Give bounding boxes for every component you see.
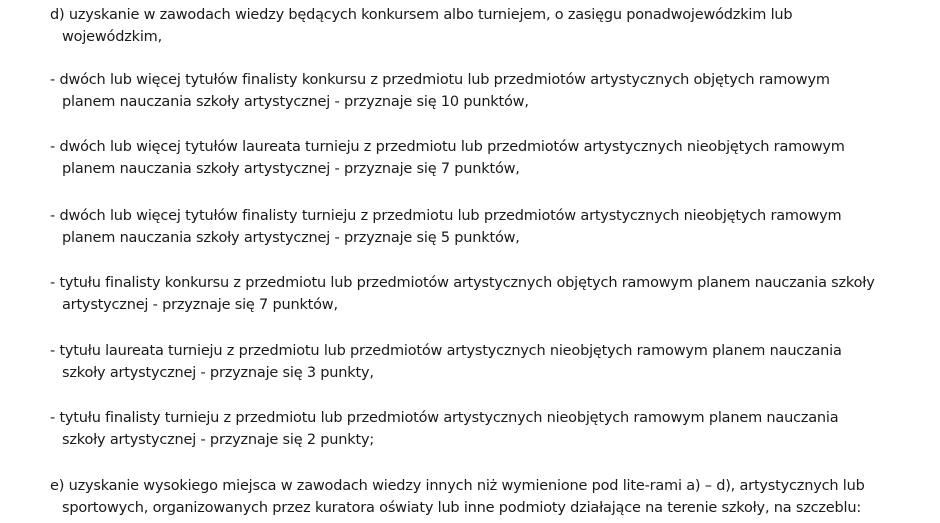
- paragraph-line: artystycznej - przyznaje się 7 punktów,: [62, 297, 338, 313]
- paragraph-line: e) uzyskanie wysokiego miejsca w zawodach wiedzy innych niż wymienione pod lite-rami a) – d), artystycznych lub: [50, 478, 865, 494]
- paragraph-line: planem nauczania szkoły artystycznej - przyznaje się 10 punktów,: [62, 94, 529, 110]
- paragraph-line: szkoły artystycznej - przyznaje się 2 punkty;: [62, 432, 375, 448]
- paragraph-line: planem nauczania szkoły artystycznej - przyznaje się 7 punktów,: [62, 161, 520, 177]
- paragraph-line: - tytułu laureata turnieju z przedmiotu lub przedmiotów artystycznych nieobjętych ramowym planem nauczania: [50, 343, 842, 359]
- paragraph-line: - dwóch lub więcej tytułów laureata turnieju z przedmiotu lub przedmiotów artystycznych nieobjętych ramowym: [50, 139, 845, 155]
- paragraph-e-intro: [50, 475, 890, 519]
- list-item-laureate-tournament-multiple: [50, 136, 890, 180]
- paragraph-line: planem nauczania szkoły artystycznej - przyznaje się 5 punktów,: [62, 230, 520, 246]
- paragraph-d-intro: [50, 4, 890, 48]
- paragraph-line: - dwóch lub więcej tytułów finalisty turnieju z przedmiotu lub przedmiotów artystycznych nieobjętych ramowym: [50, 208, 842, 224]
- paragraph-line: - tytułu finalisty turnieju z przedmiotu lub przedmiotów artystycznych nieobjętych ramowym planem nauczania: [50, 410, 839, 426]
- list-item-laureate-tournament-single: [50, 340, 890, 384]
- paragraph-line: d) uzyskanie w zawodach wiedzy będących konkursem albo turniejem, o zasięgu ponadwojewódzkim lub: [50, 7, 793, 23]
- paragraph-line: szkoły artystycznej - przyznaje się 3 punkty,: [62, 365, 374, 381]
- list-item-finalist-contest-single: [50, 272, 890, 316]
- paragraph-line: wojewódzkim,: [62, 29, 162, 45]
- list-item-finalist-tournament-multiple: [50, 205, 890, 249]
- list-item-finalist-contest-multiple: [50, 69, 890, 113]
- paragraph-line: - tytułu finalisty konkursu z przedmiotu lub przedmiotów artystycznych objętych ramowym planem nauczania szkoły: [50, 275, 875, 291]
- paragraph-line: - dwóch lub więcej tytułów finalisty konkursu z przedmiotu lub przedmiotów artystycznych objętych ramowym: [50, 72, 830, 88]
- paragraph-line: sportowych, organizowanych przez kuratora oświaty lub inne podmioty działające na terenie szkoły, na szczeblu:: [62, 500, 862, 516]
- list-item-finalist-tournament-single: [50, 407, 890, 451]
